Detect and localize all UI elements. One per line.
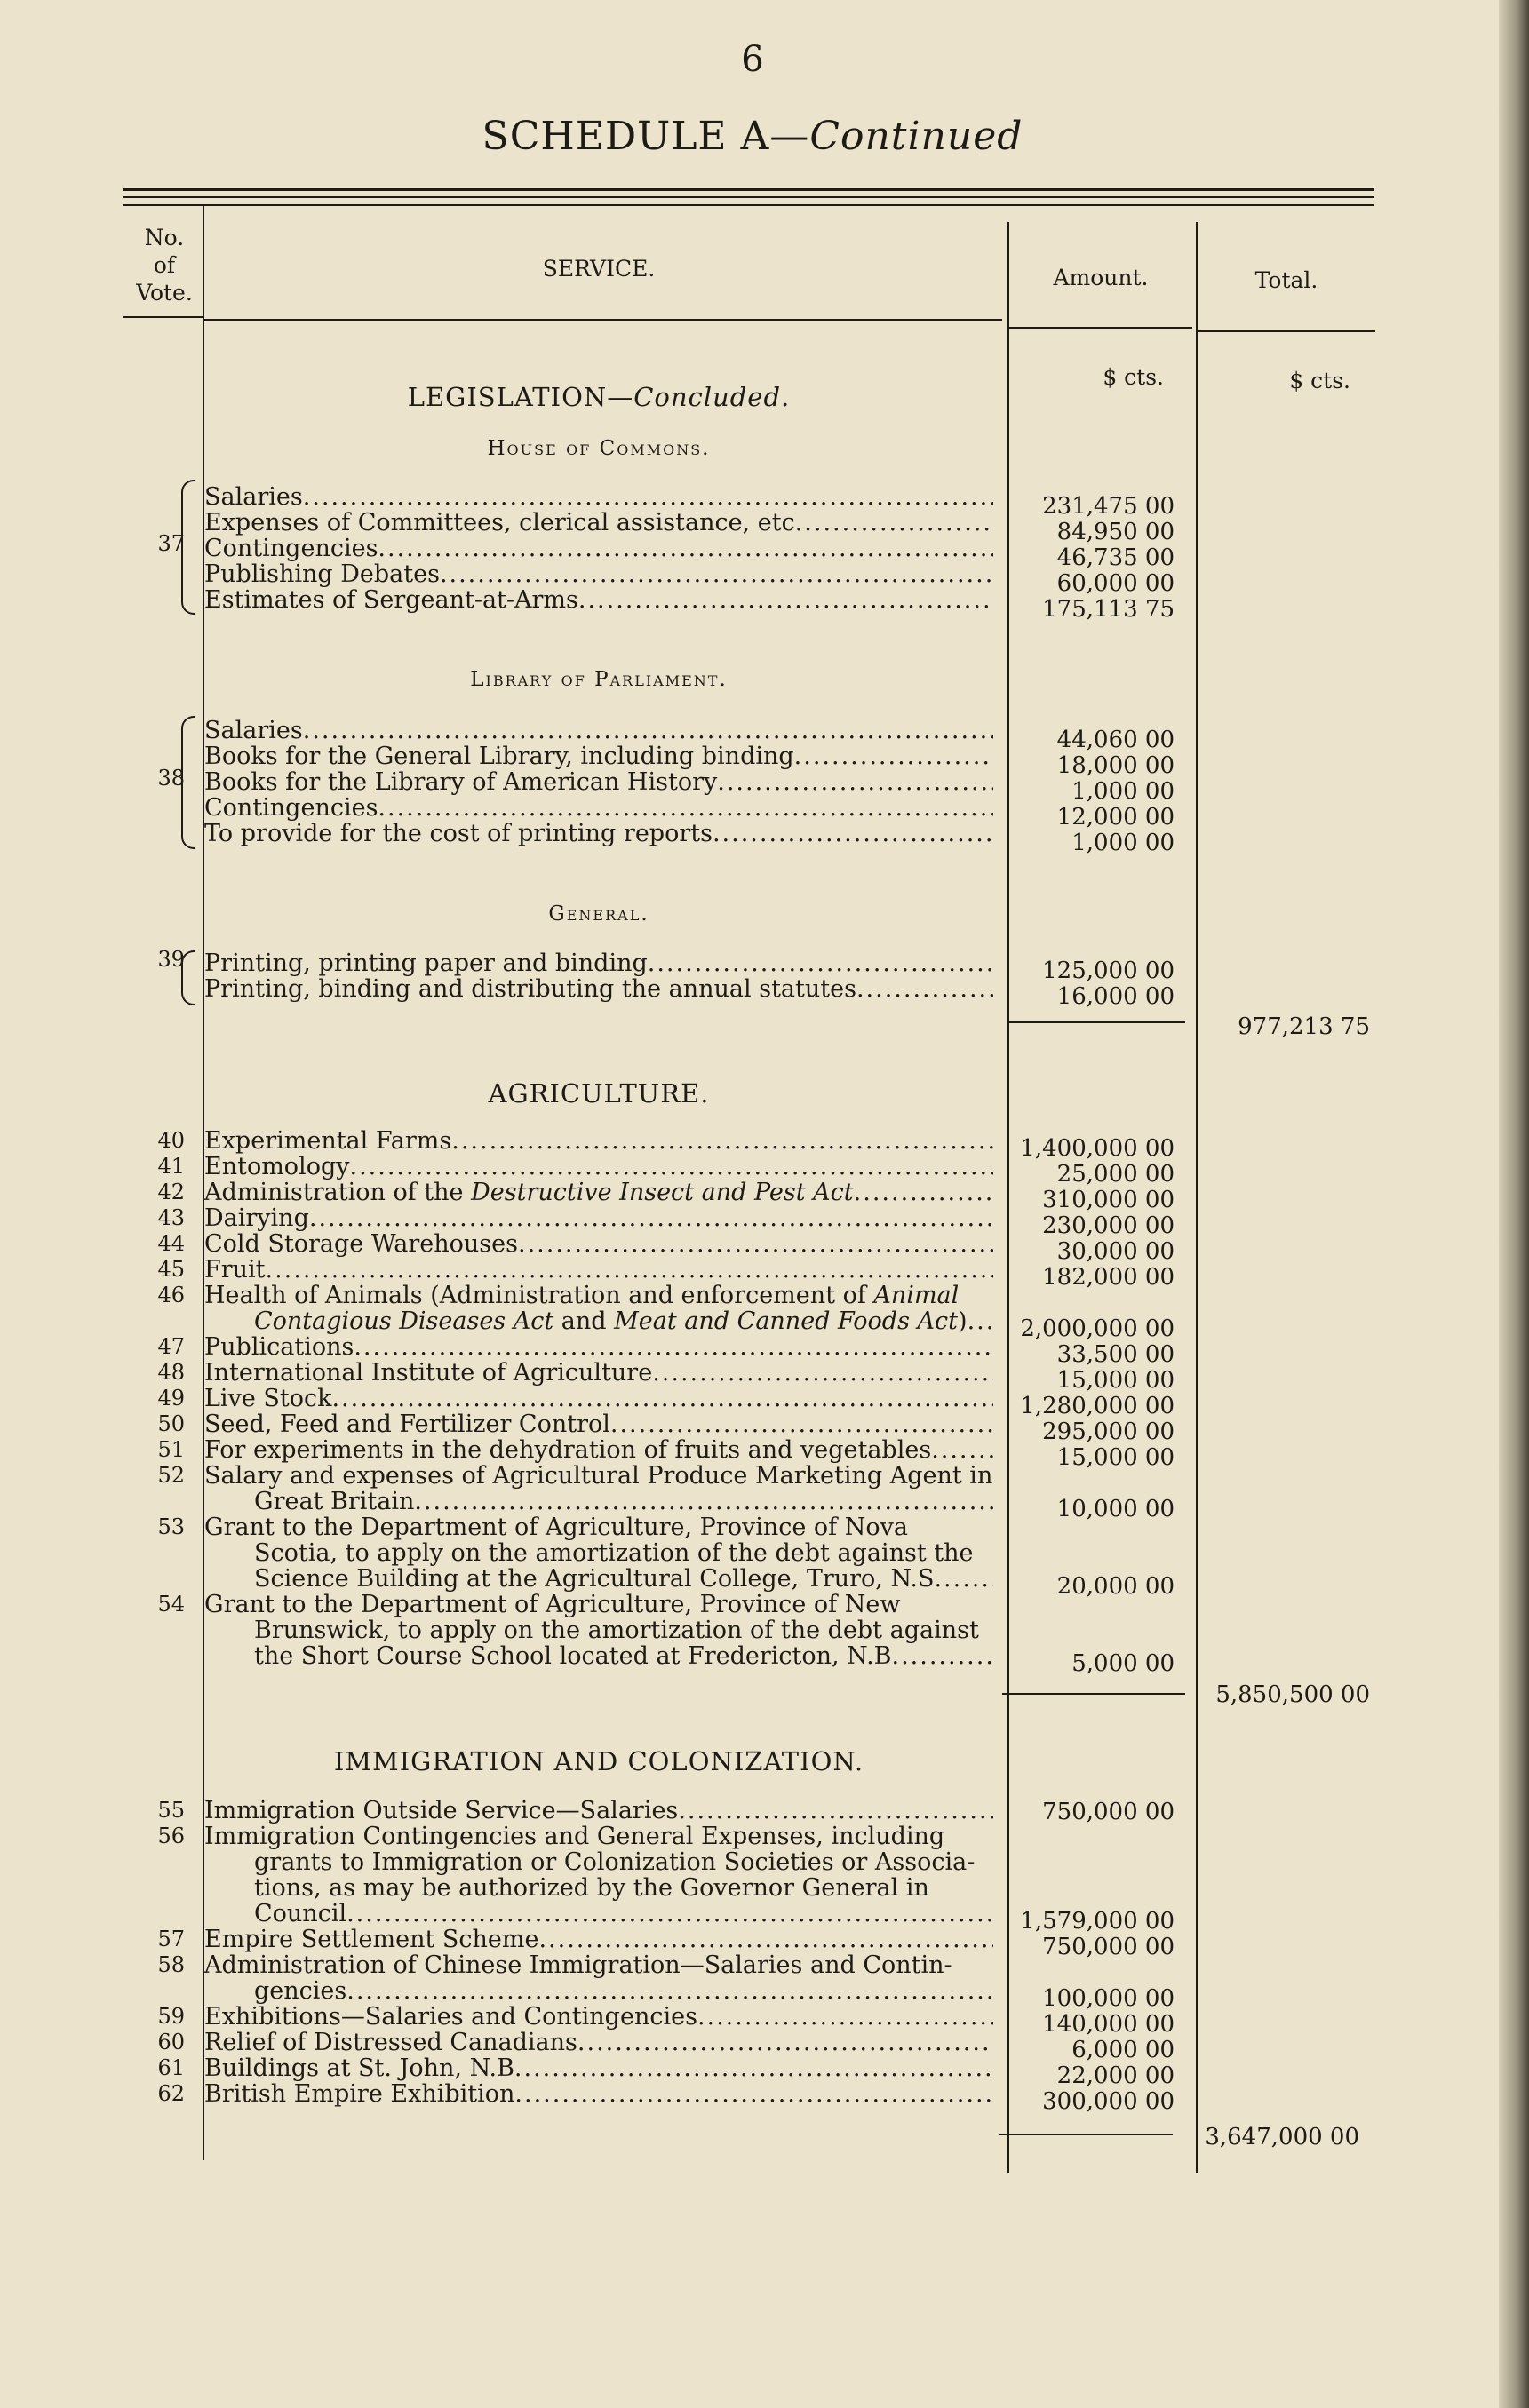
amount-units: $ cts. bbox=[1103, 364, 1164, 390]
label-italic: Meat and Canned Foods Act bbox=[614, 1308, 959, 1334]
service-label: Exhibitions—Salaries and Contingencies bbox=[204, 2004, 697, 2030]
service-label: Salary and expenses of Agricultural Produce Marketing Agent in bbox=[204, 1463, 993, 1489]
header-service: SERVICE. bbox=[542, 256, 656, 282]
label-text: Administration of the bbox=[204, 1180, 472, 1205]
table-row bbox=[0, 1128, 1505, 1162]
table-row bbox=[0, 1154, 1505, 1188]
subhead-library-of-parliament: Library of Parliament. bbox=[470, 668, 728, 691]
vote-number: 49 bbox=[157, 1386, 185, 1411]
header-vote-line-3: Vote. bbox=[136, 280, 193, 306]
table-row bbox=[0, 718, 1505, 753]
service-label: Publications bbox=[204, 1334, 354, 1360]
service-cell bbox=[204, 1154, 993, 1180]
service-label: Salaries bbox=[204, 484, 303, 510]
service-label: Grant to the Department of Agriculture, Province of Nova bbox=[204, 1514, 908, 1540]
vote-number: 60 bbox=[157, 2030, 185, 2054]
service-label: Brunswick, to apply on the amortization of the debt against bbox=[254, 1617, 979, 1643]
amount-cell: 1,280,000 00 bbox=[1020, 1393, 1175, 1419]
service-cell bbox=[204, 1386, 993, 1411]
service-cell bbox=[204, 743, 993, 769]
amount-cell: 100,000 00 bbox=[1042, 1985, 1175, 2012]
table-row bbox=[0, 1927, 1505, 1960]
table-row-continuation bbox=[0, 1489, 1505, 1522]
vote-number: 40 bbox=[157, 1128, 185, 1153]
vote-number: 39 bbox=[157, 947, 185, 972]
vote-number: 38 bbox=[157, 766, 185, 791]
service-cell bbox=[204, 1411, 993, 1437]
table-row bbox=[0, 561, 1505, 597]
service-label: Immigration Outside Service—Salaries bbox=[204, 1798, 679, 1824]
amount-cell: 60,000 00 bbox=[1056, 570, 1175, 597]
amount-cell: 15,000 00 bbox=[1056, 1367, 1175, 1394]
header-vote-line-1: No. bbox=[144, 225, 185, 250]
header-rule-thick bbox=[123, 188, 1374, 191]
table-row-continuation bbox=[0, 1875, 1505, 1901]
table-row-continuation bbox=[0, 1901, 1505, 1935]
service-cell bbox=[204, 718, 993, 743]
service-cell bbox=[204, 1514, 993, 1540]
amount-cell: 18,000 00 bbox=[1056, 752, 1175, 779]
leader-dots bbox=[303, 718, 993, 743]
vote-number: 41 bbox=[157, 1154, 185, 1179]
table-row bbox=[0, 587, 1505, 623]
service-cell bbox=[204, 1952, 993, 1978]
legislation-title-text: LEGISLATION— bbox=[407, 382, 634, 412]
table-row bbox=[0, 2004, 1505, 2038]
schedule-title-italic: Continued bbox=[809, 114, 1023, 159]
service-label: Entomology bbox=[204, 1154, 350, 1180]
header-underline-vote bbox=[123, 316, 203, 318]
leader-dots bbox=[648, 950, 993, 976]
amount-cell: 125,000 00 bbox=[1042, 958, 1175, 984]
table-row bbox=[0, 1334, 1505, 1368]
table-row-continuation bbox=[0, 1540, 1505, 1566]
leader-dots bbox=[794, 743, 993, 769]
amount-cell: 15,000 00 bbox=[1056, 1444, 1175, 1471]
service-label: Expenses of Committees, clerical assistance, etc bbox=[204, 510, 795, 536]
section-agriculture-title: AGRICULTURE. bbox=[488, 1078, 710, 1109]
table-row bbox=[0, 1360, 1505, 1394]
leader-dots bbox=[854, 1180, 993, 1205]
service-cell bbox=[204, 1128, 993, 1154]
vote-number: 53 bbox=[157, 1514, 185, 1539]
amount-cell: 750,000 00 bbox=[1042, 1934, 1175, 1960]
vote-number: 56 bbox=[157, 1824, 185, 1848]
amount-cell: 33,500 00 bbox=[1056, 1341, 1175, 1368]
total-units: $ cts. bbox=[1289, 368, 1350, 393]
table-row bbox=[0, 1437, 1505, 1471]
service-cell bbox=[204, 1489, 993, 1514]
amount-cell: 20,000 00 bbox=[1056, 1573, 1175, 1600]
table-row bbox=[0, 976, 1505, 1010]
service-label: the Short Course School located at Fredericton, N.B bbox=[254, 1643, 892, 1669]
service-cell bbox=[204, 1231, 993, 1257]
leader-dots bbox=[266, 1257, 993, 1283]
leader-dots bbox=[350, 1154, 994, 1180]
service-label: International Institute of Agriculture bbox=[204, 1360, 653, 1386]
service-cell bbox=[204, 536, 993, 561]
vote-number: 44 bbox=[157, 1231, 185, 1256]
table-row-continuation bbox=[0, 1643, 1505, 1677]
vote-number: 62 bbox=[157, 2081, 185, 2106]
amount-cell: 44,060 00 bbox=[1056, 727, 1175, 753]
vote-number: 51 bbox=[157, 1437, 185, 1462]
leader-dots bbox=[518, 1231, 993, 1257]
amount-cell: 2,000,000 00 bbox=[1020, 1315, 1175, 1342]
leader-dots bbox=[440, 561, 993, 587]
service-cell bbox=[204, 1849, 993, 1875]
header-total: Total. bbox=[1254, 267, 1318, 293]
service-cell bbox=[204, 976, 993, 1002]
header-vote bbox=[124, 224, 204, 306]
table-row bbox=[0, 1386, 1505, 1419]
amount-cell: 231,475 00 bbox=[1042, 493, 1175, 520]
amount-cell: 1,400,000 00 bbox=[1020, 1135, 1175, 1162]
service-label: British Empire Exhibition bbox=[204, 2081, 515, 2107]
leader-dots bbox=[931, 1437, 993, 1463]
header-vote-line-2: of bbox=[153, 252, 176, 278]
vote-number: 46 bbox=[157, 1283, 185, 1307]
service-cell bbox=[204, 587, 993, 613]
schedule-title-main: SCHEDULE A— bbox=[482, 114, 810, 159]
table-row bbox=[0, 484, 1505, 520]
service-label bbox=[204, 1308, 968, 1334]
vote-number: 55 bbox=[157, 1798, 185, 1823]
subhead-general: General. bbox=[548, 902, 649, 926]
table-row bbox=[0, 1824, 1505, 1849]
service-label: Live Stock bbox=[204, 1386, 332, 1411]
amount-cell: 6,000 00 bbox=[1071, 2037, 1175, 2063]
service-label: grants to Immigration or Colonization Societies or Associa- bbox=[254, 1849, 976, 1875]
service-label: To provide for the cost of printing reports bbox=[204, 821, 713, 846]
service-label: gencies bbox=[254, 1978, 347, 2004]
leader-dots bbox=[678, 1798, 993, 1824]
service-label: Contingencies bbox=[204, 536, 378, 561]
table-row bbox=[0, 2030, 1505, 2063]
header-rule-thin-1 bbox=[123, 196, 1374, 198]
table-row bbox=[0, 821, 1505, 856]
amount-cell: 16,000 00 bbox=[1056, 983, 1175, 1010]
service-label: Immigration Contingencies and General Expenses, including bbox=[204, 1824, 945, 1849]
service-cell bbox=[204, 821, 993, 846]
table-row bbox=[0, 769, 1505, 805]
vote-number: 48 bbox=[157, 1360, 185, 1385]
table-row bbox=[0, 1514, 1505, 1540]
service-cell bbox=[204, 1978, 993, 2004]
service-label: Experimental Farms bbox=[204, 1128, 452, 1154]
label-text: and bbox=[553, 1308, 615, 1334]
amount-cell: 300,000 00 bbox=[1042, 2088, 1175, 2115]
service-label: Relief of Distressed Canadians bbox=[204, 2030, 577, 2055]
service-cell bbox=[204, 2030, 993, 2055]
section-total: 977,213 75 bbox=[1238, 1013, 1370, 1040]
amount-cell: 182,000 00 bbox=[1042, 1264, 1175, 1291]
vote-number: 45 bbox=[157, 1257, 185, 1282]
amount-cell: 30,000 00 bbox=[1056, 1238, 1175, 1265]
table-row bbox=[0, 1463, 1505, 1489]
header-amount: Amount. bbox=[1053, 265, 1149, 290]
leader-dots bbox=[892, 1643, 993, 1669]
service-label: Great Britain bbox=[254, 1489, 415, 1514]
leader-dots bbox=[378, 795, 993, 821]
vote-number: 59 bbox=[157, 2004, 185, 2029]
amount-cell: 10,000 00 bbox=[1056, 1496, 1175, 1522]
service-cell bbox=[204, 795, 993, 821]
page-number: 6 bbox=[741, 39, 764, 80]
service-label: Cold Storage Warehouses bbox=[204, 1231, 518, 1257]
service-label: Science Building at the Agricultural College, Truro, N.S bbox=[254, 1566, 935, 1592]
amount-cell: 22,000 00 bbox=[1056, 2062, 1175, 2089]
service-cell bbox=[204, 1463, 993, 1489]
vote-number: 57 bbox=[157, 1927, 185, 1951]
service-label bbox=[204, 1283, 959, 1308]
service-cell bbox=[204, 1927, 993, 1952]
subtotal-rule bbox=[1007, 1021, 1185, 1023]
service-label: Dairying bbox=[204, 1205, 309, 1231]
service-cell bbox=[204, 1360, 993, 1386]
service-cell bbox=[204, 1617, 993, 1643]
service-cell bbox=[204, 2004, 993, 2030]
schedule-title bbox=[0, 114, 1505, 159]
service-label: Contingencies bbox=[204, 795, 378, 821]
service-cell bbox=[204, 1334, 993, 1360]
service-label: Administration of Chinese Immigration—Salaries and Contin- bbox=[204, 1952, 952, 1978]
table-row-continuation bbox=[0, 1849, 1505, 1875]
subtotal-rule bbox=[1002, 1693, 1185, 1695]
header-rule-thin-2 bbox=[123, 204, 1374, 206]
service-cell bbox=[204, 484, 993, 510]
table-row bbox=[0, 795, 1505, 830]
service-cell bbox=[204, 1824, 993, 1849]
section-total: 5,850,500 00 bbox=[1215, 1681, 1370, 1708]
amount-cell: 230,000 00 bbox=[1042, 1212, 1175, 1239]
leader-dots bbox=[717, 769, 993, 795]
service-cell bbox=[204, 1643, 993, 1669]
service-label bbox=[204, 1180, 854, 1205]
subhead-house-of-commons: House of Commons. bbox=[487, 437, 711, 460]
leader-dots bbox=[514, 2055, 993, 2081]
label-text: ) bbox=[958, 1308, 968, 1334]
service-label: Salaries bbox=[204, 718, 303, 743]
service-label: Buildings at St. John, N.B bbox=[204, 2055, 514, 2081]
amount-cell: 25,000 00 bbox=[1056, 1161, 1175, 1188]
vote-number: 58 bbox=[157, 1952, 185, 1977]
service-label: Printing, binding and distributing the annual statutes bbox=[204, 976, 856, 1002]
header-underline-service bbox=[204, 319, 1002, 321]
leader-dots bbox=[354, 1334, 993, 1360]
table-row bbox=[0, 1231, 1505, 1265]
leader-dots bbox=[697, 2004, 993, 2030]
amount-cell: 175,113 75 bbox=[1042, 596, 1175, 623]
amount-cell: 12,000 00 bbox=[1056, 804, 1175, 830]
table-row-continuation bbox=[0, 1617, 1505, 1643]
table-row-continuation bbox=[0, 1978, 1505, 2012]
service-label: Printing, printing paper and binding bbox=[204, 950, 648, 976]
table-row bbox=[0, 1283, 1505, 1308]
vote-number: 50 bbox=[157, 1411, 185, 1436]
service-cell bbox=[204, 1901, 993, 1927]
table-row bbox=[0, 950, 1505, 984]
subtotal-rule bbox=[999, 2134, 1173, 2135]
service-cell bbox=[204, 1798, 993, 1824]
service-label: Fruit bbox=[204, 1257, 266, 1283]
leader-dots bbox=[652, 1360, 993, 1386]
amount-cell: 1,579,000 00 bbox=[1020, 1908, 1175, 1935]
service-cell bbox=[204, 561, 993, 587]
service-cell bbox=[204, 1257, 993, 1283]
leader-dots bbox=[346, 1901, 993, 1927]
vote-number: 61 bbox=[157, 2055, 185, 2080]
leader-dots bbox=[346, 1978, 993, 2004]
leader-dots bbox=[331, 1386, 993, 1411]
service-label: For experiments in the dehydration of fruits and vegetables bbox=[204, 1437, 932, 1463]
leader-dots bbox=[795, 510, 993, 536]
label-italic: Contagious Diseases Act bbox=[254, 1308, 554, 1334]
service-label: Scotia, to apply on the amortization of the debt against the bbox=[254, 1540, 974, 1566]
header-underline-amount bbox=[1009, 327, 1192, 329]
service-label: Seed, Feed and Fertilizer Control bbox=[204, 1411, 610, 1437]
vote-number: 52 bbox=[157, 1463, 185, 1488]
vote-number: 42 bbox=[157, 1180, 185, 1204]
service-cell bbox=[204, 1205, 993, 1231]
leader-dots bbox=[577, 2030, 993, 2055]
leader-dots bbox=[578, 587, 993, 613]
leader-dots bbox=[451, 1128, 993, 1154]
service-cell bbox=[204, 1437, 993, 1463]
service-cell bbox=[204, 2081, 993, 2107]
leader-dots bbox=[514, 2081, 993, 2107]
amount-cell: 84,950 00 bbox=[1056, 519, 1175, 545]
leader-dots bbox=[303, 484, 993, 510]
table-row bbox=[0, 1205, 1505, 1239]
leader-dots bbox=[713, 821, 993, 846]
service-cell bbox=[204, 1540, 993, 1566]
service-cell bbox=[204, 1283, 993, 1308]
leader-dots bbox=[414, 1489, 993, 1514]
table-row-continuation bbox=[0, 1566, 1505, 1600]
table-row bbox=[0, 1257, 1505, 1291]
service-label: Grant to the Department of Agriculture, Province of New bbox=[204, 1592, 901, 1617]
vote-number: 37 bbox=[157, 531, 185, 556]
amount-cell: 140,000 00 bbox=[1042, 2011, 1175, 2038]
service-cell bbox=[204, 1180, 993, 1205]
service-cell bbox=[204, 510, 993, 536]
service-cell bbox=[204, 1566, 993, 1592]
table-row bbox=[0, 2081, 1505, 2115]
service-cell bbox=[204, 1308, 993, 1334]
service-label: Council bbox=[254, 1901, 347, 1927]
table-row bbox=[0, 1798, 1505, 1824]
service-label: Empire Settlement Scheme bbox=[204, 1927, 539, 1952]
table-row bbox=[0, 2055, 1505, 2089]
leader-dots bbox=[309, 1205, 993, 1231]
leader-dots bbox=[856, 976, 993, 1002]
table-row bbox=[0, 1180, 1505, 1213]
label-italic: Destructive Insect and Pest Act bbox=[471, 1180, 854, 1205]
amount-cell: 750,000 00 bbox=[1042, 1799, 1175, 1825]
leader-dots bbox=[934, 1566, 993, 1592]
amount-cell: 310,000 00 bbox=[1042, 1187, 1175, 1213]
amount-cell: 1,000 00 bbox=[1071, 830, 1175, 856]
table-row bbox=[0, 536, 1505, 571]
service-label: Books for the Library of American History bbox=[204, 769, 718, 795]
legislation-title-italic: Concluded. bbox=[633, 382, 791, 412]
label-italic: Animal bbox=[873, 1283, 960, 1308]
table-row bbox=[0, 1411, 1505, 1445]
service-cell bbox=[204, 1592, 993, 1617]
vote-number: 47 bbox=[157, 1334, 185, 1359]
amount-cell: 46,735 00 bbox=[1056, 544, 1175, 571]
header-underline-total bbox=[1198, 330, 1375, 332]
service-cell bbox=[204, 950, 993, 976]
section-legislation-title bbox=[204, 382, 993, 412]
leader-dots bbox=[538, 1927, 993, 1952]
service-cell bbox=[204, 1875, 993, 1901]
label-text: Health of Animals (Administration and enforcement of bbox=[204, 1283, 874, 1308]
table-row bbox=[0, 1952, 1505, 1978]
table-row-continuation bbox=[0, 1308, 1505, 1342]
leader-dots bbox=[610, 1411, 993, 1437]
amount-cell: 5,000 00 bbox=[1071, 1650, 1175, 1677]
service-cell bbox=[204, 769, 993, 795]
service-label: Books for the General Library, including binding bbox=[204, 743, 794, 769]
leader-dots bbox=[378, 536, 993, 561]
amount-cell: 1,000 00 bbox=[1071, 778, 1175, 805]
vote-number: 43 bbox=[157, 1205, 185, 1230]
service-label: Publishing Debates bbox=[204, 561, 440, 587]
vote-number: 54 bbox=[157, 1592, 185, 1617]
table-row bbox=[0, 1592, 1505, 1617]
section-immigration-title: IMMIGRATION AND COLONIZATION. bbox=[333, 1746, 864, 1776]
amount-cell: 295,000 00 bbox=[1042, 1419, 1175, 1445]
leader-dots bbox=[968, 1308, 993, 1334]
service-label: tions, as may be authorized by the Governor General in bbox=[254, 1875, 929, 1901]
service-label: Estimates of Sergeant-at-Arms bbox=[204, 587, 578, 613]
service-cell bbox=[204, 2055, 993, 2081]
section-total: 3,647,000 00 bbox=[1205, 2124, 1359, 2150]
